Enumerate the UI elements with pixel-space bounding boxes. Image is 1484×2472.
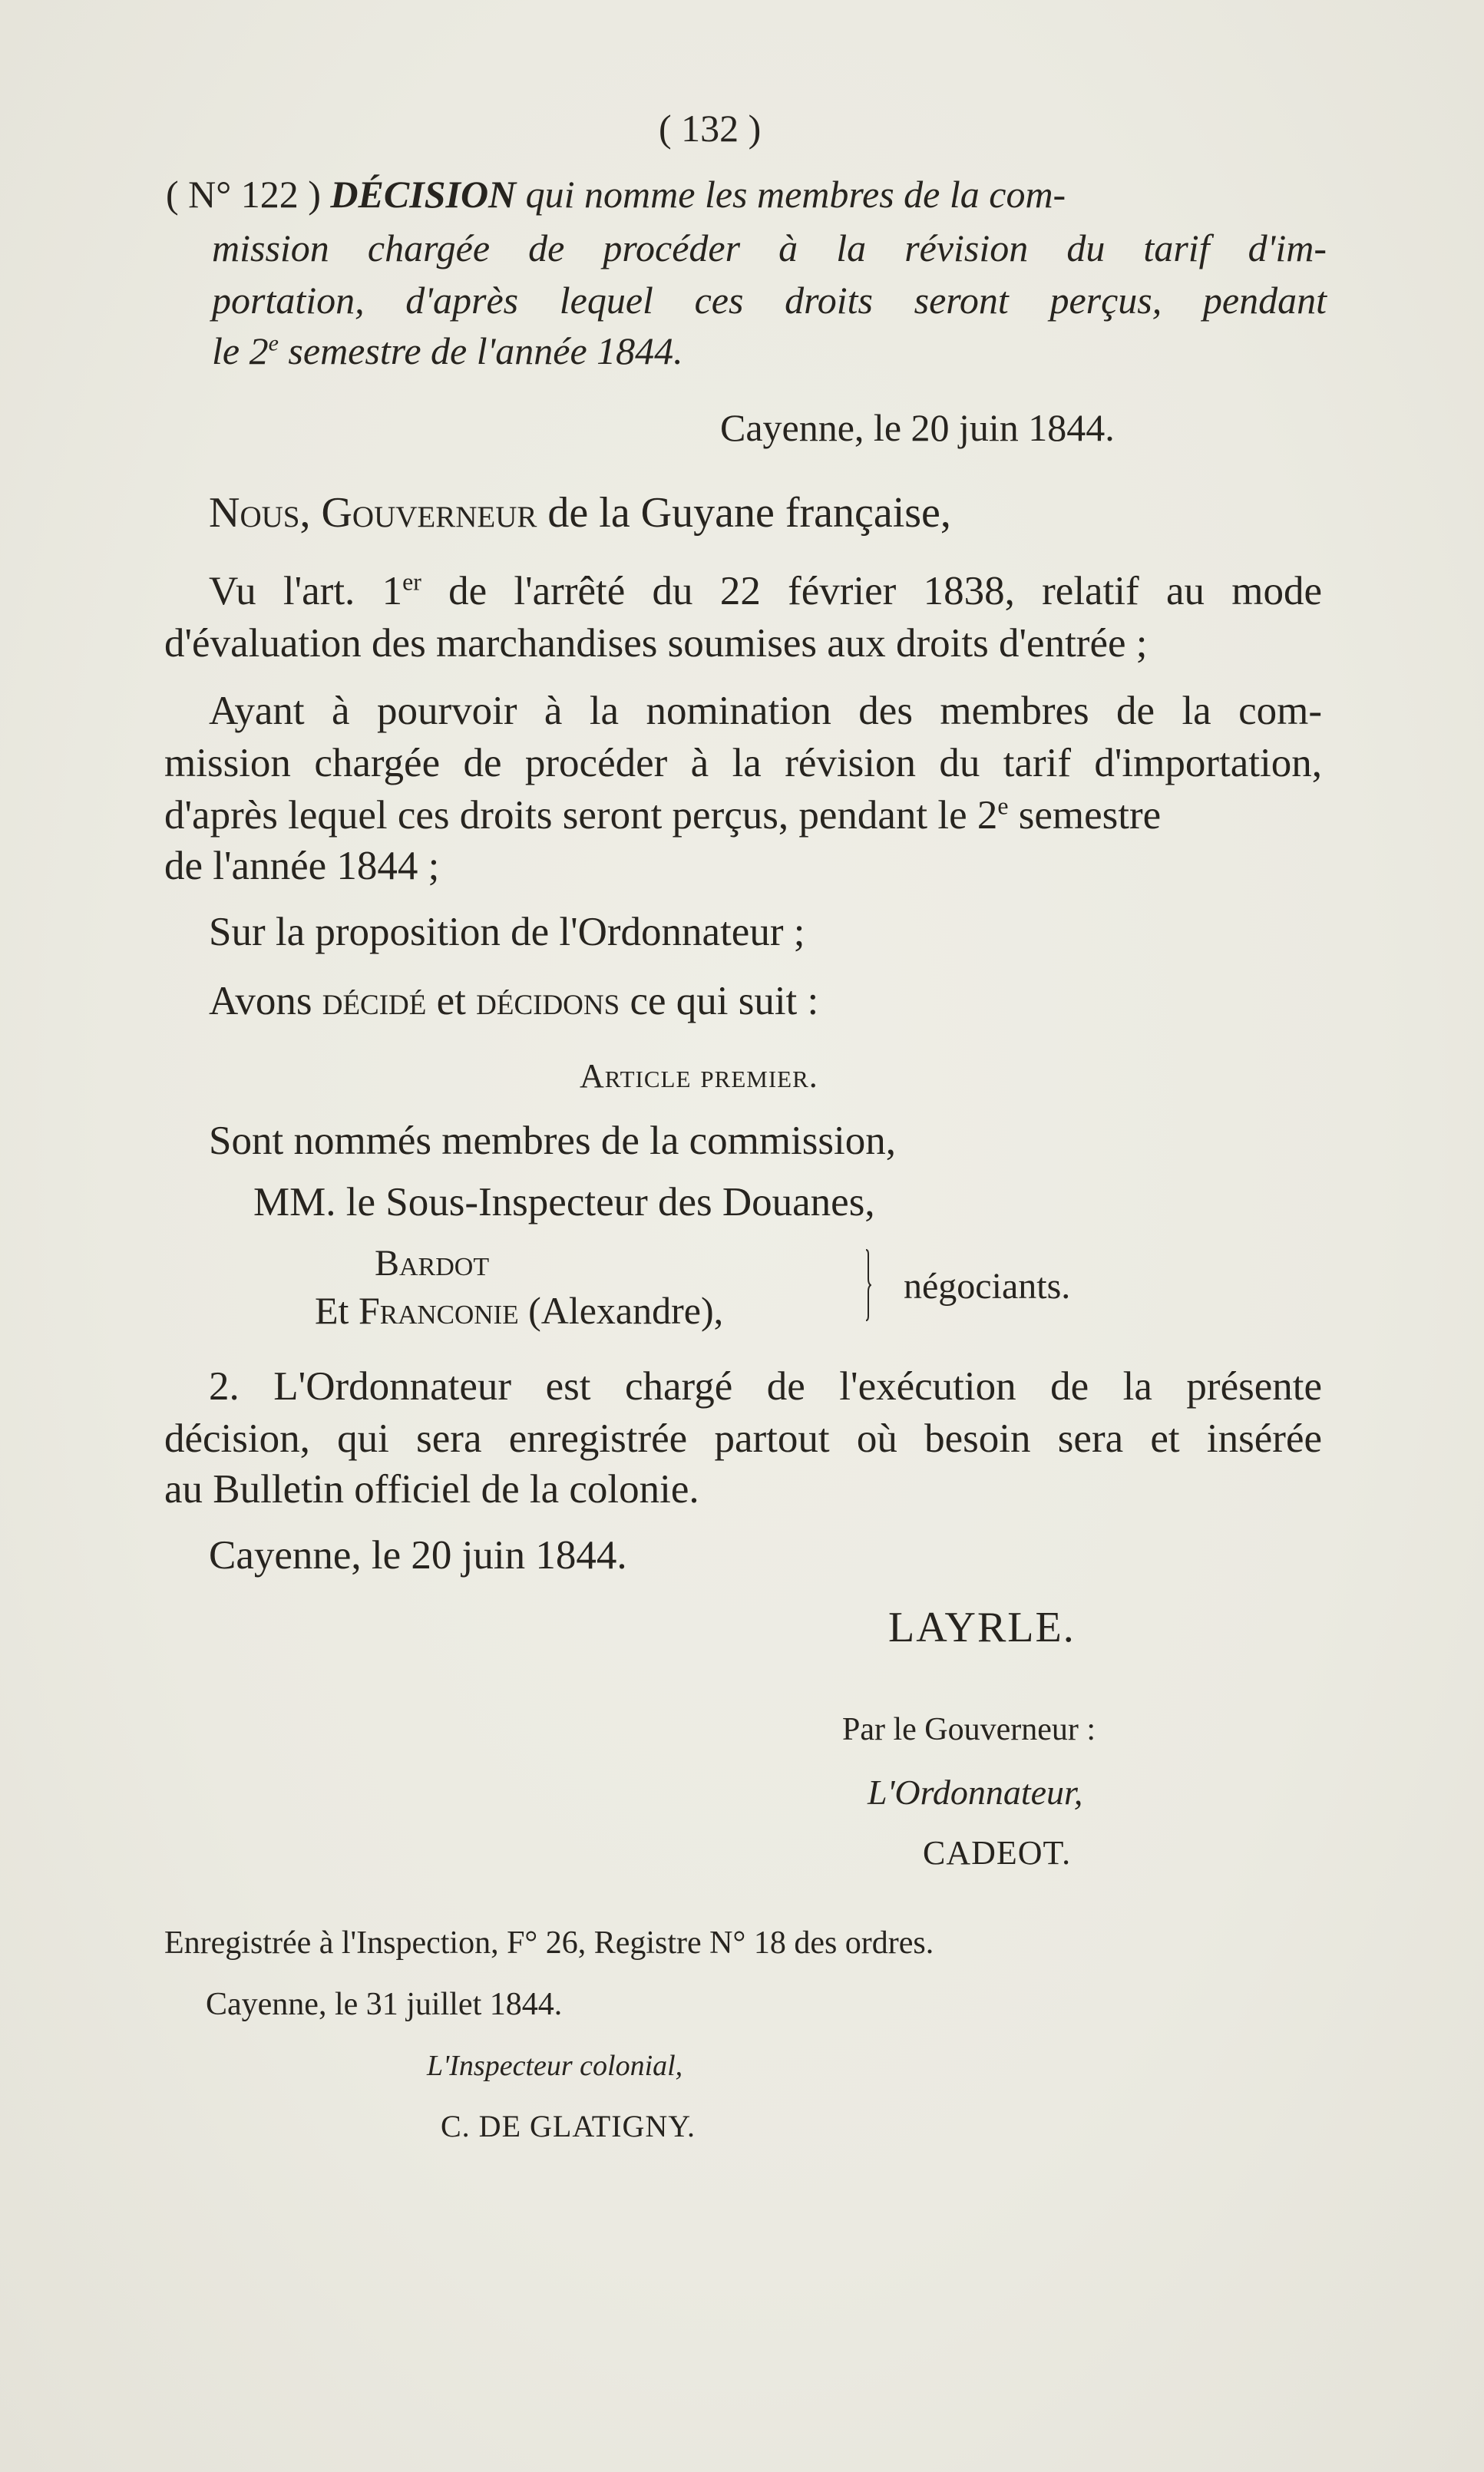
decision-heading-line-1 (166, 173, 1325, 216)
article-2-line-2: décision, qui sera enregistrée partout où besoin sera et insérée (164, 1416, 1322, 1461)
closing-date: Cayenne, le 20 juin 1844. (209, 1533, 627, 1578)
preamble-rest: de la Guyane française, (547, 489, 951, 537)
avons: Avons (209, 979, 312, 1023)
perçus-line: d'après lequel ces droits seront perçus, pendant le 2e semestre (164, 792, 1162, 838)
brace-icon (864, 1248, 871, 1322)
countersign-role: L'Ordonnateur, (868, 1773, 1083, 1812)
article-1-mm (253, 1182, 875, 1223)
vu-art-rest: de l'arrêté du 22 février 1838, relatif au mode (421, 569, 1323, 613)
decision-formula (209, 981, 818, 1022)
decision-title: DÉCISION (330, 173, 517, 216)
heading-sup-e: e (268, 330, 279, 356)
page-number: ( 132 ) (659, 107, 762, 150)
et: et (436, 979, 466, 1023)
preamble-gouverneur: Gouverneur (321, 489, 537, 537)
registration-line: Enregistrée à l'Inspection, F° 26, Registre N° 18 des ordres. (164, 1925, 934, 1961)
consideration-2-line-3 (164, 792, 1322, 838)
mm-label: MM. (253, 1180, 336, 1224)
et-label: Et (315, 1289, 349, 1332)
decision-heading-line-3: portation, d'après lequel ces droits seront perçus, pendant (212, 279, 1327, 322)
countersign-by: Par le Gouverneur : (842, 1712, 1096, 1747)
article-1-intro: Sont nommés membres de la commission, (209, 1119, 897, 1163)
consideration-2-line-4: de l'année 1844 ; (164, 844, 440, 888)
decision-number: ( N° 122 ) (166, 173, 321, 216)
decidons: décidons (476, 979, 620, 1023)
countersign-name: CADEOT. (923, 1834, 1072, 1872)
dateline: Cayenne, le 20 juin 1844. (720, 406, 1115, 449)
preamble-nous: Nous (209, 489, 300, 537)
semestre-word: semestre (1008, 793, 1162, 838)
decision-formula-rest: ce qui suit : (630, 979, 819, 1023)
member-bardot: Bardot (375, 1243, 490, 1284)
decision-heading-line-2: mission chargée de procéder à la révision du tarif d'im- (212, 226, 1327, 269)
vu-art: Vu l'art. 1 (209, 569, 403, 613)
consideration-1-line-1 (209, 568, 1323, 613)
sup-e-2: e (997, 792, 1009, 820)
article-2-line-1: 2. L'Ordonnateur est chargé de l'exécution de la présente (209, 1364, 1322, 1409)
heading-semestre: semestre de l'année 1844. (278, 329, 683, 372)
franconie-detail: (Alexandre), (528, 1289, 724, 1332)
registration-name: C. DE GLATIGNY. (441, 2109, 696, 2143)
decide: décidé (322, 979, 427, 1023)
consideration-2-line-1: Ayant à pourvoir à la nomination des membres de la com- (209, 689, 1322, 733)
registration-role: L'Inspecteur colonial, (427, 2050, 683, 2082)
heading-le-2: le 2 (212, 329, 269, 372)
franconie-name: Franconie (358, 1289, 519, 1332)
preamble: Nous, Gouverneur de la Guyane française, (209, 489, 951, 537)
consideration-3: Sur la proposition de l'Ordonnateur ; (209, 910, 805, 954)
decision-heading-text: qui nomme les membres de la com- (525, 173, 1066, 216)
consideration-1-line-2: d'évaluation des marchandises soumises aux droits d'entrée ; (164, 621, 1148, 666)
decision-heading-line-4 (212, 329, 683, 372)
article-2-line-3: au Bulletin officiel de la colonie. (164, 1467, 699, 1512)
member-franconie (315, 1291, 723, 1330)
sup-er: er (402, 568, 421, 596)
first-member: le Sous-Inspecteur des Douanes, (345, 1180, 875, 1224)
governor-signature: LAYRLE. (888, 1604, 1076, 1651)
registration-date: Cayenne, le 31 juillet 1844. (206, 1987, 563, 2022)
article-title: Article premier. (580, 1057, 818, 1095)
consideration-2-line-2: mission chargée de procéder à la révision du tarif d'importation, (164, 741, 1322, 785)
merchants-role: négociants. (904, 1266, 1071, 1307)
